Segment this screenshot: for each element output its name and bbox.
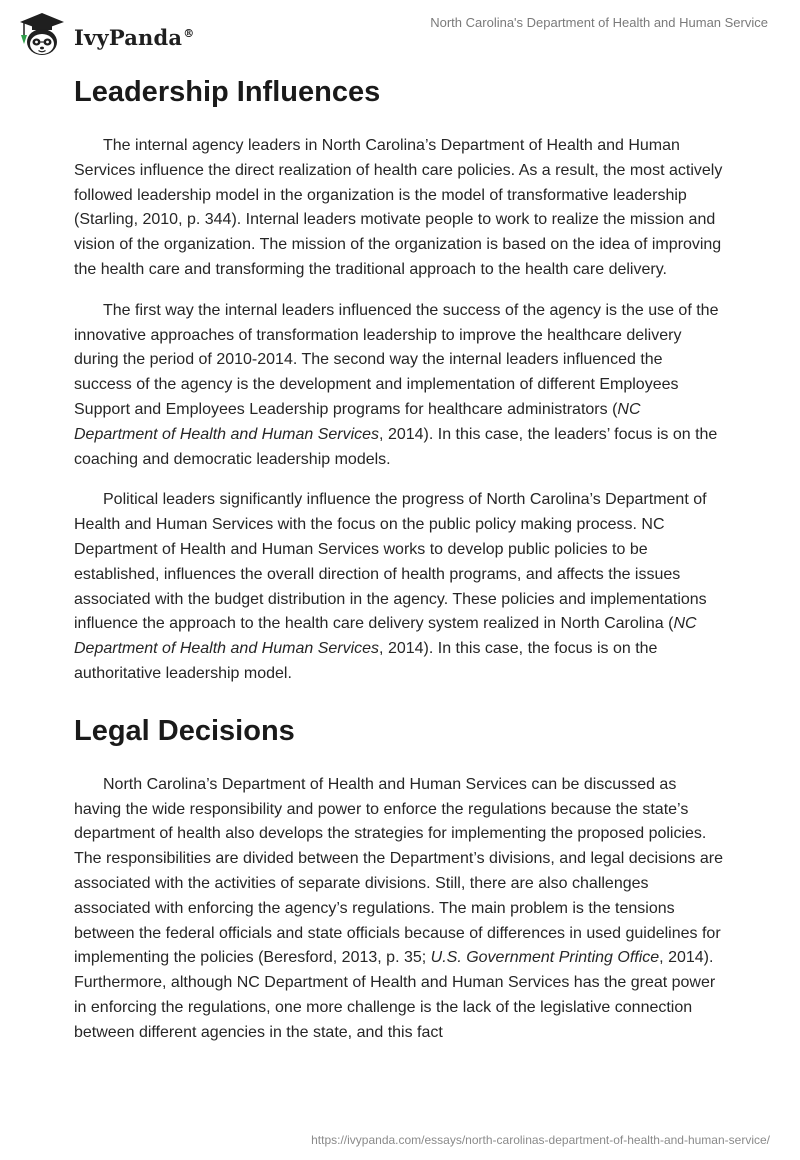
source-url[interactable]: https://ivypanda.com/essays/north-carolinas-department-of-health-and-human-service/ xyxy=(311,1133,770,1147)
paragraph xyxy=(74,299,724,473)
citation-source: NC Department of Health and Human Services xyxy=(74,615,697,658)
paragraph: The internal agency leaders in North Carolina’s Department of Health and Human Services influence the direct realization of health care policies. As a result, the most actively followed leadership model in the organization is the model of transformative leadership (Starling, 2010, p. 344). Internal leaders motivate people to work to realize the mission and vision of the organization. The mission of the organization is based on the idea of improving the health care and transforming the traditional approach to the health care delivery. xyxy=(74,137,723,278)
ivypanda-logo[interactable] xyxy=(12,8,194,60)
citation-source: NC Department of Health and Human Services xyxy=(74,400,641,443)
essay-content xyxy=(74,72,724,1046)
panda-graduate-icon xyxy=(12,8,72,60)
brand-label: IvyPanda xyxy=(74,24,183,50)
section-heading-legal: Legal Decisions xyxy=(74,714,295,747)
brand-name xyxy=(74,25,194,50)
paragraph-text: , 2014). In this case, the focus is on the authoritative leadership model. xyxy=(74,640,658,682)
document-header-title: North Carolina's Department of Health and Human Service xyxy=(430,15,768,30)
registered-mark: ® xyxy=(183,26,195,40)
paragraph-text: , 2014). In this case, the leaders’ focus is on the coaching and democratic leadership models. xyxy=(74,425,718,468)
paragraph-text: North Carolina’s Department of Health and Human Services can be discussed as having the wide responsibility and power to enforce the regulations because the state’s department of health also develops the strategies for implementing the proposed policies. The responsibilities are divided between the Department’s divisions, and legal decisions are associated with the activities of separate divisions. Still, there are also challenges associated with enforcing the agency’s regulations. The main problem is the tensions between the federal officials and state officials because of differences in used guidelines for implementing the policies (Beresford, 2013, p. 35; xyxy=(74,775,723,967)
paragraph-text: Political leaders significantly influence the progress of North Carolina’s Department of Health and Human Services with the focus on the public policy making process. NC Department of Health and Human Services works to develop public policies to be established, influences the overall direction of health programs, and affects the issues associated with the budget distribution in the agency. These policies and implementations influence the approach to the health care delivery system realized in North Carolina ( xyxy=(74,491,707,633)
page-header xyxy=(0,0,800,70)
section-heading-leadership: Leadership Influences xyxy=(74,76,381,108)
citation-source: U.S. Government Printing Office xyxy=(430,949,660,967)
paragraph xyxy=(74,773,724,1046)
paragraph-text: The first way the internal leaders influenced the success of the agency is the use of the innovative approaches of transformation leadership to improve the healthcare delivery during the period of 2010-2014. The second way the internal leaders influenced the success of the agency is the development and implementation of different Employees Support and Employees Leadership programs for healthcare administrators ( xyxy=(74,301,719,418)
paragraph-text: , 2014). Furthermore, although NC Department of Health and Human Services has the great power in enforcing the regulations, one more challenge is the lack of the legislative connection between different agencies in the state, and this fact xyxy=(74,949,716,1041)
paragraph xyxy=(74,488,724,686)
